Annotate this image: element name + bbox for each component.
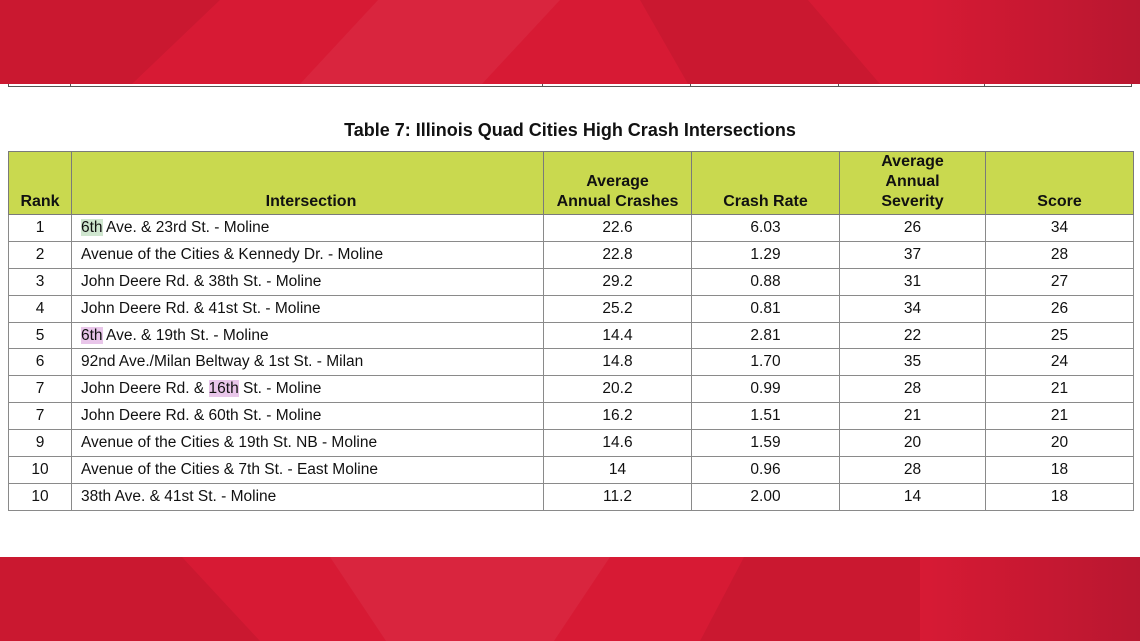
avg-crashes-cell: 11.2 [544, 483, 692, 510]
score-cell: 21 [986, 403, 1134, 430]
crash-rate-cell: 2.81 [692, 322, 840, 349]
intersection-cell: 92nd Ave./Milan Beltway & 1st St. - Milan [72, 349, 544, 376]
severity-cell: 20 [840, 430, 986, 457]
severity-cell: 22 [840, 322, 986, 349]
rank-cell: 5 [9, 322, 72, 349]
banner-shade [920, 0, 1140, 84]
intersection-cell: 6th Ave. & 19th St. - Moline [72, 322, 544, 349]
intersection-cell: John Deere Rd. & 38th St. - Moline [72, 268, 544, 295]
banner-facet [300, 0, 560, 84]
score-cell: 20 [986, 430, 1134, 457]
highlighted-text: 6th [81, 326, 103, 344]
header-intersection: Intersection [72, 152, 544, 215]
avg-crashes-cell: 22.8 [544, 241, 692, 268]
intersection-cell: Avenue of the Cities & 7th St. - East Moline [72, 457, 544, 484]
intersection-cell: John Deere Rd. & 60th St. - Moline [72, 403, 544, 430]
score-cell: 26 [986, 295, 1134, 322]
crash-rate-cell: 0.96 [692, 457, 840, 484]
avg-crashes-cell: 29.2 [544, 268, 692, 295]
severity-cell: 31 [840, 268, 986, 295]
banner-facet [330, 557, 610, 641]
avg-crashes-cell: 20.2 [544, 376, 692, 403]
score-cell: 21 [986, 376, 1134, 403]
score-cell: 27 [986, 268, 1134, 295]
score-cell: 28 [986, 241, 1134, 268]
header-avg-annual-crashes: Average Annual Crashes [544, 152, 692, 215]
table-row [9, 349, 1134, 376]
header-avg-annual-severity: Average Annual Severity [840, 152, 986, 215]
crash-rate-cell: 2.00 [692, 483, 840, 510]
score-cell: 18 [986, 483, 1134, 510]
table-title: Table 7: Illinois Quad Cities High Crash Intersections [344, 120, 796, 140]
banner-facet [0, 557, 260, 641]
rank-cell: 1 [9, 215, 72, 242]
table-header-row [9, 152, 1134, 215]
table-row [9, 322, 1134, 349]
crash-rate-cell: 0.88 [692, 268, 840, 295]
table-row [9, 241, 1134, 268]
crash-rate-cell: 1.51 [692, 403, 840, 430]
severity-cell: 28 [840, 457, 986, 484]
table-row [9, 295, 1134, 322]
table-row [9, 268, 1134, 295]
intersection-cell: 6th Ave. & 23rd St. - Moline [72, 215, 544, 242]
table-row [9, 457, 1134, 484]
table-row [9, 376, 1134, 403]
severity-cell: 37 [840, 241, 986, 268]
avg-crashes-cell: 22.6 [544, 215, 692, 242]
previous-table-edge [8, 84, 1132, 87]
rank-cell: 10 [9, 457, 72, 484]
avg-crashes-cell: 14.6 [544, 430, 692, 457]
score-cell: 34 [986, 215, 1134, 242]
banner-facet [640, 0, 880, 84]
score-cell: 24 [986, 349, 1134, 376]
rank-cell: 7 [9, 376, 72, 403]
severity-cell: 21 [840, 403, 986, 430]
intersection-cell: John Deere Rd. & 41st St. - Moline [72, 295, 544, 322]
banner-shade [920, 557, 1140, 641]
crash-rate-cell: 1.29 [692, 241, 840, 268]
avg-crashes-cell: 14 [544, 457, 692, 484]
rank-cell: 2 [9, 241, 72, 268]
rank-cell: 4 [9, 295, 72, 322]
bottom-red-banner [0, 557, 1140, 641]
avg-crashes-cell: 16.2 [544, 403, 692, 430]
severity-cell: 35 [840, 349, 986, 376]
table-row [9, 403, 1134, 430]
severity-cell: 26 [840, 215, 986, 242]
crash-rate-cell: 1.59 [692, 430, 840, 457]
header-rank: Rank [9, 152, 72, 215]
intersection-cell: John Deere Rd. & 16th St. - Moline [72, 376, 544, 403]
table-row [9, 430, 1134, 457]
intersection-cell: Avenue of the Cities & 19th St. NB - Moline [72, 430, 544, 457]
header-score: Score [986, 152, 1134, 215]
score-cell: 25 [986, 322, 1134, 349]
top-red-banner [0, 0, 1140, 84]
highlighted-text: 16th [208, 380, 239, 398]
rank-cell: 10 [9, 483, 72, 510]
crash-table [8, 151, 1134, 511]
rank-cell: 9 [9, 430, 72, 457]
banner-facet [0, 0, 220, 84]
avg-crashes-cell: 14.4 [544, 322, 692, 349]
highlighted-text: 6th [81, 218, 103, 236]
table-row [9, 215, 1134, 242]
rank-cell: 3 [9, 268, 72, 295]
rank-cell: 7 [9, 403, 72, 430]
severity-cell: 34 [840, 295, 986, 322]
avg-crashes-cell: 14.8 [544, 349, 692, 376]
avg-crashes-cell: 25.2 [544, 295, 692, 322]
intersection-cell: 38th Ave. & 41st St. - Moline [72, 483, 544, 510]
rank-cell: 6 [9, 349, 72, 376]
intersection-cell: Avenue of the Cities & Kennedy Dr. - Moline [72, 241, 544, 268]
banner-facet [700, 557, 920, 641]
crash-rate-cell: 0.81 [692, 295, 840, 322]
table-row [9, 483, 1134, 510]
crash-rate-cell: 6.03 [692, 215, 840, 242]
header-crash-rate: Crash Rate [692, 152, 840, 215]
table-body [9, 215, 1134, 511]
score-cell: 18 [986, 457, 1134, 484]
severity-cell: 28 [840, 376, 986, 403]
severity-cell: 14 [840, 483, 986, 510]
crash-rate-cell: 0.99 [692, 376, 840, 403]
crash-rate-cell: 1.70 [692, 349, 840, 376]
